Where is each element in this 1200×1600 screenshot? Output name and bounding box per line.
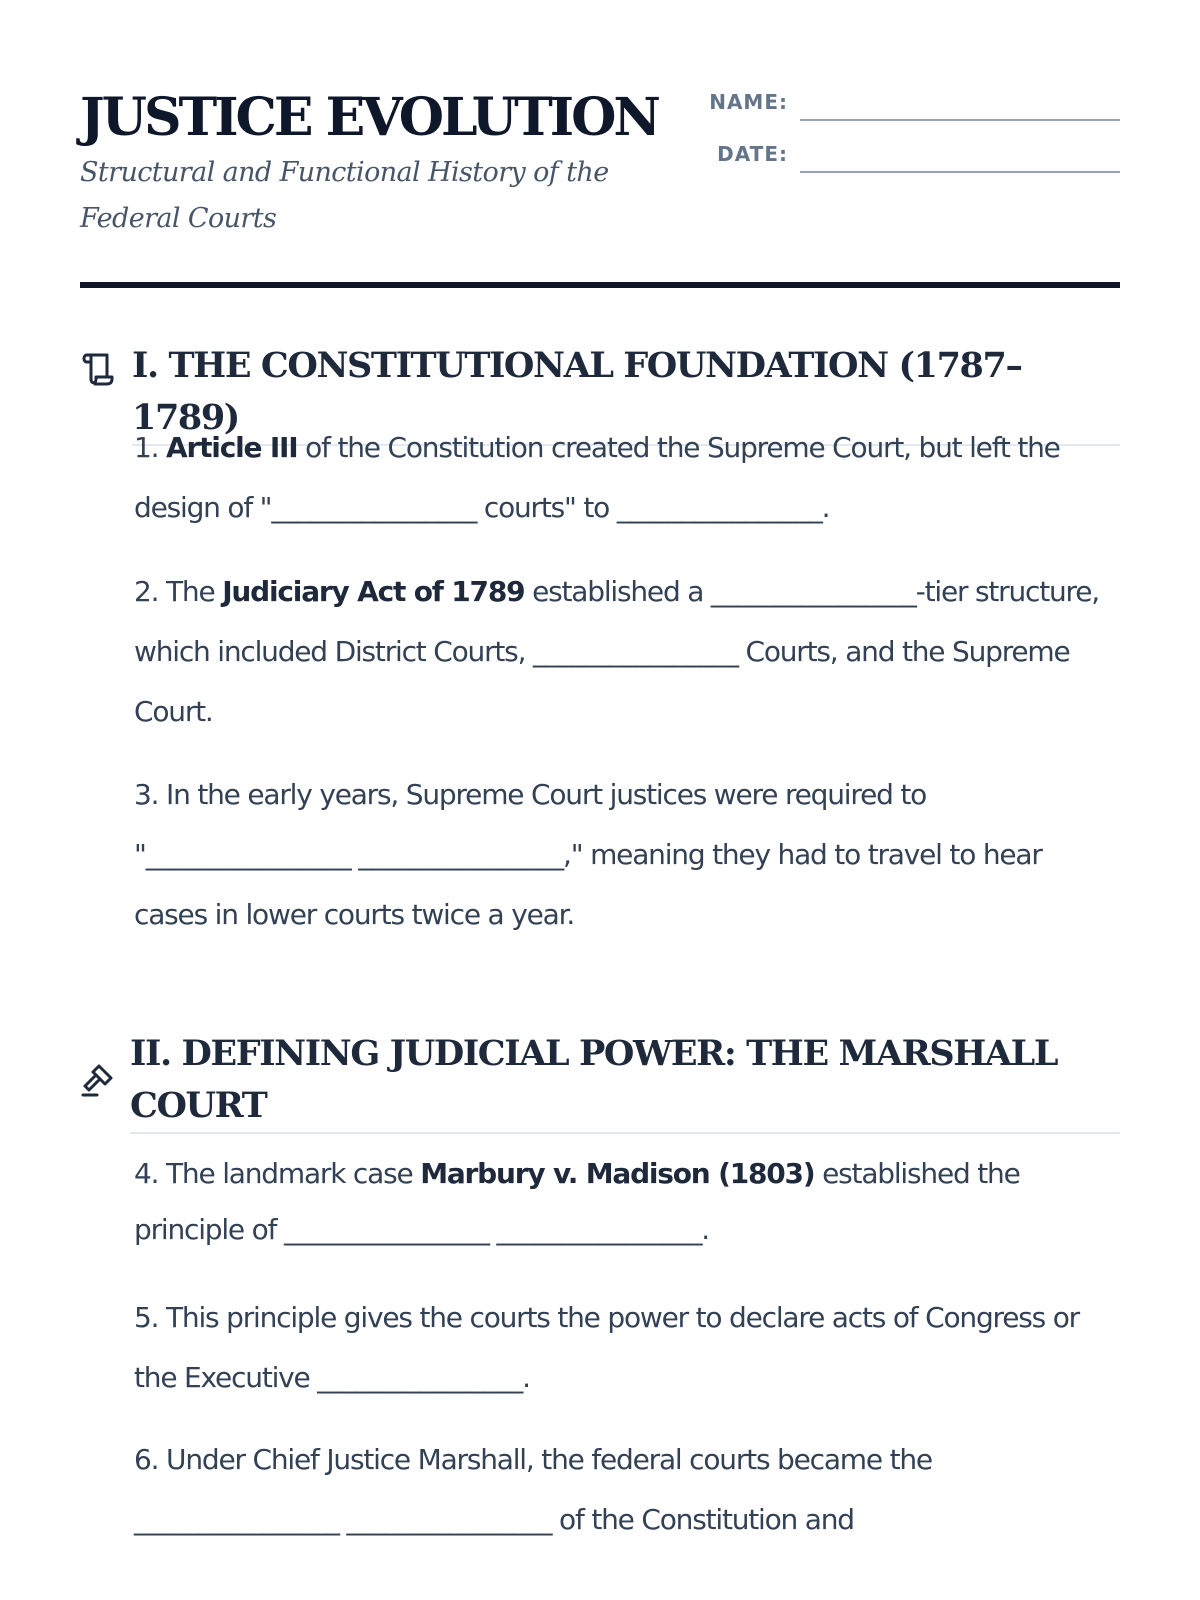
answer-blank[interactable]: ________________ — [532, 635, 738, 668]
answer-blank[interactable]: ________________ — [496, 1213, 702, 1246]
question-3: 3. In the early years, Supreme Court justices were required to "________________ ________________," meaning they had to travel to hear cases in lower courts twice a year. — [134, 778, 1042, 931]
section-2-title: II. DEFINING JUDICIAL POWER: THE MARSHALL COURT — [130, 1028, 1120, 1134]
answer-blank[interactable]: ________________ — [346, 1503, 552, 1536]
name-field[interactable] — [692, 82, 1120, 122]
answer-blank[interactable]: ________________ — [134, 1503, 339, 1536]
answer-blank[interactable]: ________________ — [317, 1361, 523, 1394]
name-label: NAME: — [709, 90, 788, 114]
answer-blank[interactable]: ________________ — [616, 491, 822, 524]
question-4: 4. The landmark case Marbury v. Madison (1803) established the principle of ________________ ________________. — [134, 1157, 1020, 1246]
question-2: 2. The Judiciary Act of 1789 established a ________________-tier structure, which included District Courts, ________________ Courts, and the Supreme Court. — [134, 575, 1099, 728]
question-keyword: Judiciary Act of 1789 — [222, 575, 525, 608]
question-keyword: Article III — [166, 431, 298, 464]
question-keyword: Marbury v. Madison (1803) — [420, 1157, 815, 1190]
question-5: 5. This principle gives the courts the power to declare acts of Congress or the Executive ________________. — [134, 1301, 1079, 1394]
question-number: 3. — [134, 778, 159, 811]
question-number: 2. — [134, 575, 159, 608]
question-number: 4. — [134, 1157, 159, 1190]
date-label: DATE: — [717, 142, 788, 166]
worksheet-title: JUSTICE EVOLUTION — [80, 87, 658, 148]
scroll-icon — [80, 349, 118, 387]
answer-blank[interactable]: ________________ — [145, 838, 351, 871]
section-1-title: I. THE CONSTITUTIONAL FOUNDATION (1787–1789) — [132, 340, 1120, 446]
section-2-header — [80, 1028, 1120, 1134]
name-line[interactable] — [800, 119, 1120, 121]
question-number: 1. — [134, 431, 159, 464]
date-field[interactable] — [692, 134, 1120, 174]
answer-blank[interactable]: ________________ — [710, 575, 916, 608]
question-1: 1. Article III of the Constitution created the Supreme Court, but left the design of "________________ courts" to ________________. — [134, 431, 1060, 524]
question-number: 6. — [134, 1443, 159, 1476]
worksheet-page — [80, 0, 1120, 1600]
worksheet-header — [80, 80, 1120, 285]
answer-blank[interactable]: ________________ — [358, 838, 564, 871]
answer-blank[interactable]: ________________ — [271, 491, 477, 524]
header-divider — [80, 282, 1120, 288]
gavel-icon — [80, 1062, 118, 1100]
answer-blank[interactable]: ________________ — [283, 1213, 489, 1246]
question-number: 5. — [134, 1301, 159, 1334]
worksheet-subtitle: Structural and Functional History of the Federal Courts — [80, 157, 609, 234]
question-6: 6. Under Chief Justice Marshall, the federal courts became the ________________ ________________ of the Constitution and — [134, 1443, 932, 1536]
section-1-header — [80, 340, 1120, 438]
date-line[interactable] — [800, 171, 1120, 173]
